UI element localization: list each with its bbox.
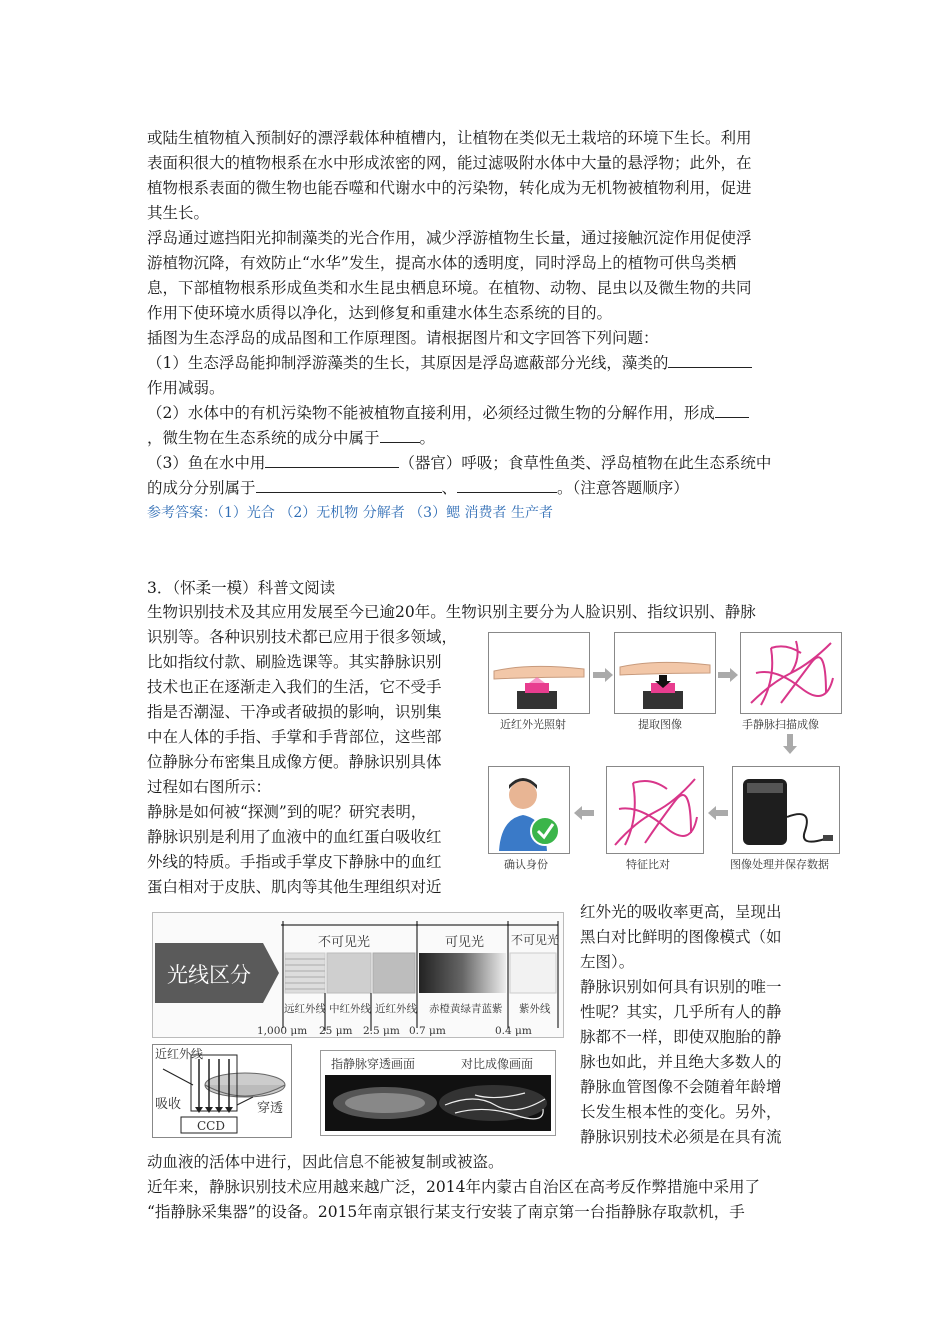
question-3-text-4: 、 [441,479,458,497]
cell-visible-colors: 赤橙黄绿青蓝紫 [429,1003,503,1015]
section-3-left-2: 比如指纹付款、刷脸选课等。其实静脉识别 [147,653,442,671]
section-3-tail-3: “指静脉采集器”的设备。2015年南京银行某支行安装了南京第一台指静脉存取款机，手 [147,1203,745,1221]
cell-near-infrared: 近红外线 [375,1003,417,1015]
para1-line-2: 表面积很大的植物根系在水中形成浓密的网，能过滤吸附水体中大量的悬浮物；此外，在 [147,154,752,172]
tick-0-4um: 0.4 μm [495,1025,532,1037]
arrow-right-icon [718,668,738,682]
question-3-text-5: 。（注意答题顺序） [557,479,689,497]
answer-blank-1[interactable] [668,351,752,368]
section-3-left-4: 指是否潮湿、干净或者破损的影响，识别集 [147,703,442,721]
section-3-left-6: 位静脉分布密集且成像方便。静脉识别具体 [147,753,442,771]
step-confirm-identity-image [488,766,570,854]
label-penetrate: 穿透 [257,1101,284,1116]
section-3-left-3: 技术也正在逐渐走入我们的生活，它不受手 [147,678,442,696]
para2-line-4: 作用下使环境水质得以净化，达到修复和重建水体生态系统的目的。 [147,304,613,322]
intro-line: 插图为生态浮岛的成品图和工作原理图。请根据图片和文字回答下列问题： [147,329,659,347]
section-3-title: 3．（怀柔一模）科普文阅读 [147,579,336,597]
caption-step-6: 图像处理并保存数据 [730,858,829,871]
para1-line-4: 其生长。 [147,204,210,222]
para2-line-2: 游植物沉降，有效防止“水华”发生，提高水体的透明度，同时浮岛上的植物可供鸟类栖 [147,254,737,272]
cell-ultraviolet: 紫外线 [519,1003,551,1015]
para1-line-3: 植物根系表面的微生物也能吞噬和代谢水中的污染物，转化成为无机物被植物利用，促进 [147,179,752,197]
label-invisible-light-2: 不可见光 [511,933,560,947]
question-1-text: （1）生态浮岛能抑制浮游藻类的生长，其原因是浮岛遮蔽部分光线，藻类的 [147,354,669,372]
vein-scan-images [325,1075,551,1131]
label-contrast-image: 对比成像画面 [461,1057,534,1071]
section-3-left-1: 识别等。各种识别技术都已应用于很多领域， [147,628,458,646]
person-check-icon [489,767,569,853]
light-spectrum-figure [152,912,564,1038]
section-3-left-10: 外线的特质。手指或手掌皮下静脉中的血红 [147,853,442,871]
para2-line-3: 息，下部植物根系形成鱼类和水生昆虫栖息环境。在植物、动物、昆虫以及微生物的共同 [147,279,752,297]
arrow-down-icon [783,734,797,754]
caption-step-4: 确认身份 [504,858,548,871]
question-3-text-1: （3）鱼在水中用 [147,454,266,472]
question-1-line-1 [147,351,752,376]
label-absorb: 吸收 [155,1097,182,1112]
label-near-infrared: 近红外线 [155,1047,204,1061]
tick-2-5um: 2.5 μm [363,1025,400,1037]
section-3-right-8: 静脉血管图像不会随着年龄增 [580,1078,782,1096]
section-3-right-5: 性呢？其实，几乎所有人的静 [580,1003,782,1021]
label-ccd: CCD [197,1119,225,1133]
vein-process-figure [486,630,842,875]
vein-compare-icon [607,767,703,853]
question-3-text-3: 的成分分别属于 [147,479,256,497]
question-1-line-2: 作用减弱。 [147,379,225,397]
section-3-left-11: 蛋白相对于皮肤、肌肉等其他生理组织对近 [147,878,442,896]
section-3-right-7: 脉也如此，并且绝大多数人的 [580,1053,782,1071]
label-penetration-image: 指静脉穿透画面 [331,1057,416,1071]
reference-answer: 参考答案：（1）光合 （2）无机物 分解者 （3）鳃 消费者 生产者 [147,505,553,521]
section-3-left-8: 静脉是如何被“探测”到的呢？研究表明， [147,803,427,821]
section-3-right-1: 红外光的吸收率更高，呈现出 [580,903,782,921]
answer-blank-2[interactable] [715,401,749,418]
question-2-text-2: ，微生物在生态系统的成分中属于 [147,429,380,447]
question-2-line-1 [147,401,749,426]
section-3-tail-2: 近年来，静脉识别技术应用越来越广泛，2014年内蒙古自治区在高考反作弊措施中采用了 [147,1178,760,1196]
answer-blank-5[interactable] [256,476,442,493]
caption-step-5: 特征比对 [626,858,670,871]
caption-step-1: 近红外光照射 [500,718,566,731]
vein-image-comparison [320,1050,556,1136]
hand-nir-icon [489,633,589,713]
section-3-left-7: 过程如右图所示： [147,778,272,796]
label-invisible-light-1: 不可见光 [318,935,371,950]
arrow-right-icon [593,668,613,682]
step-vein-scan-image [740,632,842,714]
cell-far-infrared: 远红外线 [284,1003,326,1015]
section-3-tail-1: 动血液的活体中进行，因此信息不能被复制或被盗。 [147,1153,504,1171]
tick-1000um: 1,000 μm [257,1025,308,1037]
hand-scan-icon [615,633,715,713]
step-feature-compare-image [606,766,704,854]
tick-0-7um: 0.7 μm [409,1025,446,1037]
section-3-right-10: 静脉识别技术必须是在具有流 [580,1128,782,1146]
question-3-text-2: （器官）呼吸；食草性鱼类、浮岛植物在此生态系统中 [399,454,772,472]
spectrum-title: 光线区分 [167,963,251,987]
question-2-line-2 [147,426,435,451]
label-visible-light: 可见光 [445,935,485,950]
cell-mid-infrared: 中红外线 [329,1003,371,1015]
question-2-text-3: 。 [419,429,436,447]
scanner-device-icon [733,767,839,853]
answer-blank-3[interactable] [380,426,420,443]
tick-25um: 25 μm [319,1025,353,1037]
section-3-right-9: 长发生根本性的变化。另外， [580,1103,782,1121]
section-3-right-2: 黑白对比鲜明的图像模式（如 [580,928,782,946]
answer-blank-6[interactable] [457,476,557,493]
para1-line-1: 或陆生植物植入预制好的漂浮载体种植槽内，让植物在类似无土栽培的环境下生长。利用 [147,129,752,147]
ccd-diagram [152,1044,292,1138]
section-3-right-6: 脉都不一样，即使双胞胎的静 [580,1028,782,1046]
arrow-left-icon [708,806,728,820]
section-3-line-1: 生物识别技术及其应用发展至今已逾20年。生物识别主要分为人脸识别、指纹识别、静脉 [147,603,756,621]
question-3-line-2 [147,476,689,501]
vein-pattern-icon [741,633,841,713]
section-3-left-5: 中在人体的手指、手掌和手背部位，这些部 [147,728,442,746]
answer-blank-4[interactable] [265,451,399,468]
caption-step-2: 提取图像 [638,718,682,731]
step-nir-illumination-image [488,632,590,714]
para2-line-1: 浮岛通过遮挡阳光抑制藻类的光合作用，减少浮游植物生长量，通过接触沉淀作用促使浮 [147,229,752,247]
question-3-line-1 [147,451,771,476]
section-3-left-9: 静脉识别是利用了血液中的血红蛋白吸收红 [147,828,442,846]
step-extract-image [614,632,716,714]
question-2-text: （2）水体中的有机污染物不能被植物直接利用，必须经过微生物的分解作用，形成 [147,404,715,422]
section-3-right-4: 静脉识别如何具有识别的唯一 [580,978,782,996]
section-3-right-3: 左图）。 [580,953,635,971]
caption-step-3: 手静脉扫描成像 [742,718,819,731]
arrow-left-icon [574,806,594,820]
step-image-processing-image [732,766,840,854]
